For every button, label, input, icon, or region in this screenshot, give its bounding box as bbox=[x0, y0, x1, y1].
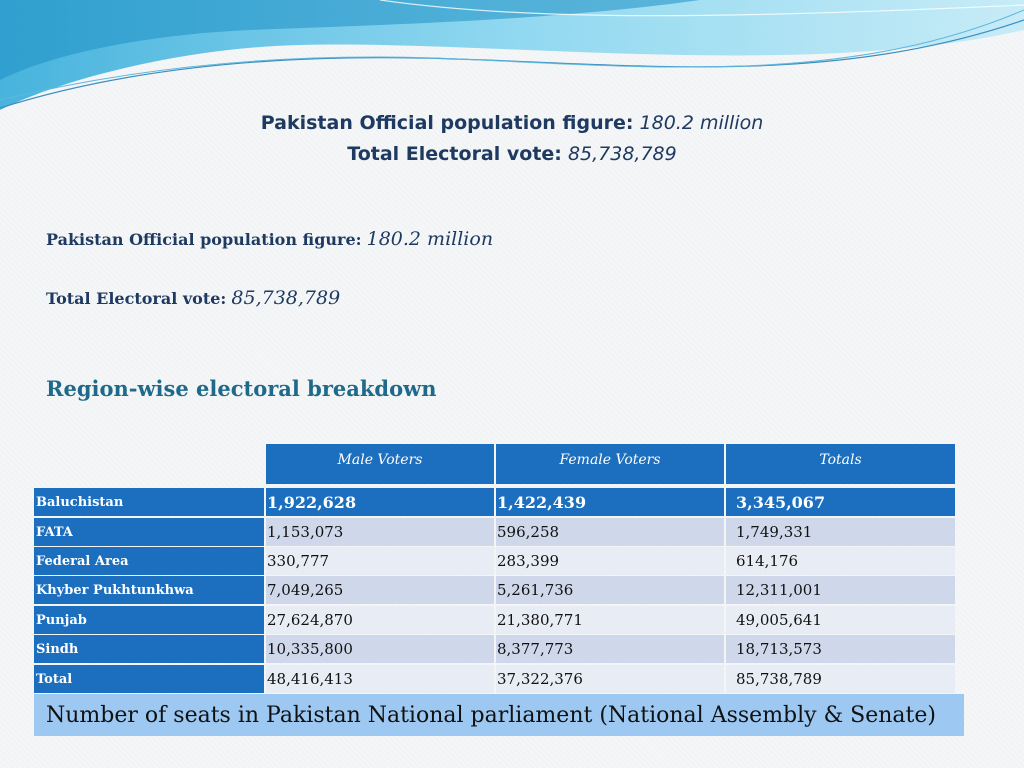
male-voters-cell: 27,624,870 bbox=[266, 606, 494, 634]
table-row-baluchistan bbox=[34, 488, 955, 516]
column-header-male: Male Voters bbox=[266, 444, 494, 484]
total-voters-cell: 85,738,789 bbox=[726, 665, 955, 693]
total-voters-cell: 49,005,641 bbox=[726, 606, 955, 634]
population-line bbox=[46, 228, 493, 250]
column-header-female: Female Voters bbox=[496, 444, 724, 484]
table-row-total bbox=[34, 665, 955, 693]
male-voters-cell: 1,922,628 bbox=[266, 488, 494, 516]
population-label: Pakistan Official population figure: bbox=[46, 230, 362, 249]
region-name: Total bbox=[34, 665, 264, 693]
slide-title-line-2 bbox=[0, 143, 1024, 165]
slide-title-line-1 bbox=[0, 112, 1024, 134]
male-voters-cell: 48,416,413 bbox=[266, 665, 494, 693]
vote-label: Total Electoral vote: bbox=[46, 289, 227, 308]
male-voters-cell: 330,777 bbox=[266, 547, 494, 575]
table-row-khyber-pukhtunkhwa bbox=[34, 576, 955, 604]
region-name: Federal Area bbox=[34, 547, 264, 575]
male-voters-cell: 1,153,073 bbox=[266, 518, 494, 546]
male-voters-cell: 10,335,800 bbox=[266, 635, 494, 663]
title-population-label: Pakistan Official population figure: bbox=[260, 112, 634, 134]
total-voters-cell: 1,749,331 bbox=[726, 518, 955, 546]
female-voters-cell: 1,422,439 bbox=[496, 488, 724, 516]
vote-line bbox=[46, 287, 340, 309]
female-voters-cell: 37,322,376 bbox=[496, 665, 724, 693]
table-row-federal-area bbox=[34, 547, 955, 575]
section-heading: Region-wise electoral breakdown bbox=[46, 376, 437, 401]
region-name: Baluchistan bbox=[34, 488, 264, 516]
total-voters-cell: 12,311,001 bbox=[726, 576, 955, 604]
total-voters-cell: 614,176 bbox=[726, 547, 955, 575]
vote-value: 85,738,789 bbox=[231, 287, 341, 309]
title-vote-value: 85,738,789 bbox=[567, 143, 677, 165]
region-name: Sindh bbox=[34, 635, 264, 663]
table-row-fata bbox=[34, 518, 955, 546]
region-name: FATA bbox=[34, 518, 264, 546]
male-voters-cell: 7,049,265 bbox=[266, 576, 494, 604]
total-voters-cell: 3,345,067 bbox=[726, 488, 955, 516]
region-name: Punjab bbox=[34, 606, 264, 634]
female-voters-cell: 5,261,736 bbox=[496, 576, 724, 604]
female-voters-cell: 8,377,773 bbox=[496, 635, 724, 663]
table-row-punjab bbox=[34, 606, 955, 634]
region-name: Khyber Pukhtunkhwa bbox=[34, 576, 264, 604]
title-population-value: 180.2 million bbox=[639, 112, 764, 134]
title-vote-label: Total Electoral vote: bbox=[347, 143, 562, 165]
table-row-sindh bbox=[34, 635, 955, 663]
female-voters-cell: 596,258 bbox=[496, 518, 724, 546]
decorative-wave-banner bbox=[0, 0, 1024, 120]
population-value: 180.2 million bbox=[366, 228, 494, 250]
column-header-totals: Totals bbox=[726, 444, 955, 484]
total-voters-cell: 18,713,573 bbox=[726, 635, 955, 663]
female-voters-cell: 21,380,771 bbox=[496, 606, 724, 634]
footer-banner: Number of seats in Pakistan National parliament (National Assembly & Senate) bbox=[34, 694, 964, 736]
female-voters-cell: 283,399 bbox=[496, 547, 724, 575]
